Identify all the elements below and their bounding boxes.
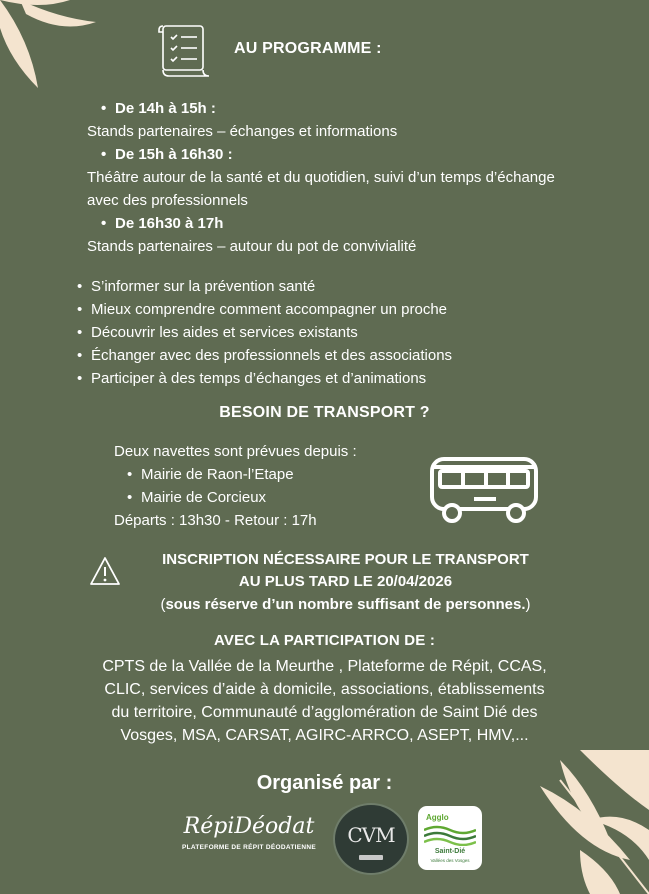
agglo-logo-line3: Vallées des Vosges xyxy=(430,858,470,863)
participation-line-2: CLIC, services d’aide à domicile, associations, établissements xyxy=(104,681,545,698)
transport-intro: Deux navettes sont prévues depuis : xyxy=(114,443,357,460)
schedule-desc-1: Stands partenaires – échanges et informations xyxy=(87,123,398,140)
leaf-decoration-top-left xyxy=(0,0,110,90)
agglo-waves-icon xyxy=(424,824,476,846)
repi-deodat-name: RépiDéodat xyxy=(183,814,315,839)
goal-item-1: • S’informer sur la prévention santé xyxy=(77,278,316,295)
goal-item-2: • Mieux comprendre comment accompagner un proche xyxy=(77,301,448,318)
cvm-logo xyxy=(333,803,409,875)
schedule-time-2: • De 15h à 16h30 : xyxy=(101,146,233,163)
transport-times: Départs : 13h30 - Retour : 17h xyxy=(114,512,317,529)
cvm-logo-text: CVM xyxy=(347,823,395,847)
goal-item-5: • Participer à des temps d’échanges et d’animations xyxy=(77,370,427,387)
transport-stop-2: • Mairie de Corcieux xyxy=(127,489,267,506)
participation-line-4: Vosges, MSA, CARSAT, AGIRC-ARRCO, ASEPT, HMV,... xyxy=(120,727,529,744)
organise-title: Organisé par : xyxy=(256,772,393,794)
schedule-desc-2: Théâtre autour de la santé et du quotidien, suivi d’un temps d’échange avec des professionnels xyxy=(87,169,555,209)
inscription-line-1: INSCRIPTION NÉCESSAIRE POUR LE TRANSPORT xyxy=(162,551,529,568)
repi-deodat-tagline: PLATEFORME DE RÉPIT DÉODATIENNE xyxy=(181,844,316,851)
participation-title: AVEC LA PARTICIPATION DE : xyxy=(213,632,436,649)
goal-item-4: • Échanger avec des professionnels et des associations xyxy=(77,347,453,364)
bus-icon xyxy=(428,455,540,525)
agglo-logo-line1: Agglo xyxy=(426,813,449,822)
inscription-line-2: AU PLUS TARD LE 20/04/2026 xyxy=(238,573,453,590)
participation-line-1: CPTS de la Vallée de la Meurthe , Plateforme de Répit, CCAS, xyxy=(102,658,547,675)
schedule-desc-3: Stands partenaires – autour du pot de convivialité xyxy=(87,238,417,255)
inscription-note: (sous réserve d’un nombre suffisant de personnes.) xyxy=(160,596,531,613)
schedule-time-3: • De 16h30 à 17h xyxy=(101,215,224,232)
checklist-scroll-icon xyxy=(157,22,215,78)
agglo-logo-line2: Saint-Dié xyxy=(434,848,466,855)
programme-title: AU PROGRAMME : xyxy=(234,40,382,57)
repi-deodat-logo xyxy=(168,814,330,864)
transport-stop-1: • Mairie de Raon-l’Etape xyxy=(127,466,294,483)
goal-item-3: • Découvrir les aides et services existants xyxy=(77,324,358,341)
cvm-logo-base xyxy=(359,855,383,860)
participation-line-3: du territoire, Communauté d’agglomération de Saint Dié des xyxy=(111,704,538,721)
agglo-saint-die-logo xyxy=(418,806,482,870)
transport-title: BESOIN DE TRANSPORT ? xyxy=(219,404,430,421)
schedule-time-1: • De 14h à 15h : xyxy=(101,100,216,117)
